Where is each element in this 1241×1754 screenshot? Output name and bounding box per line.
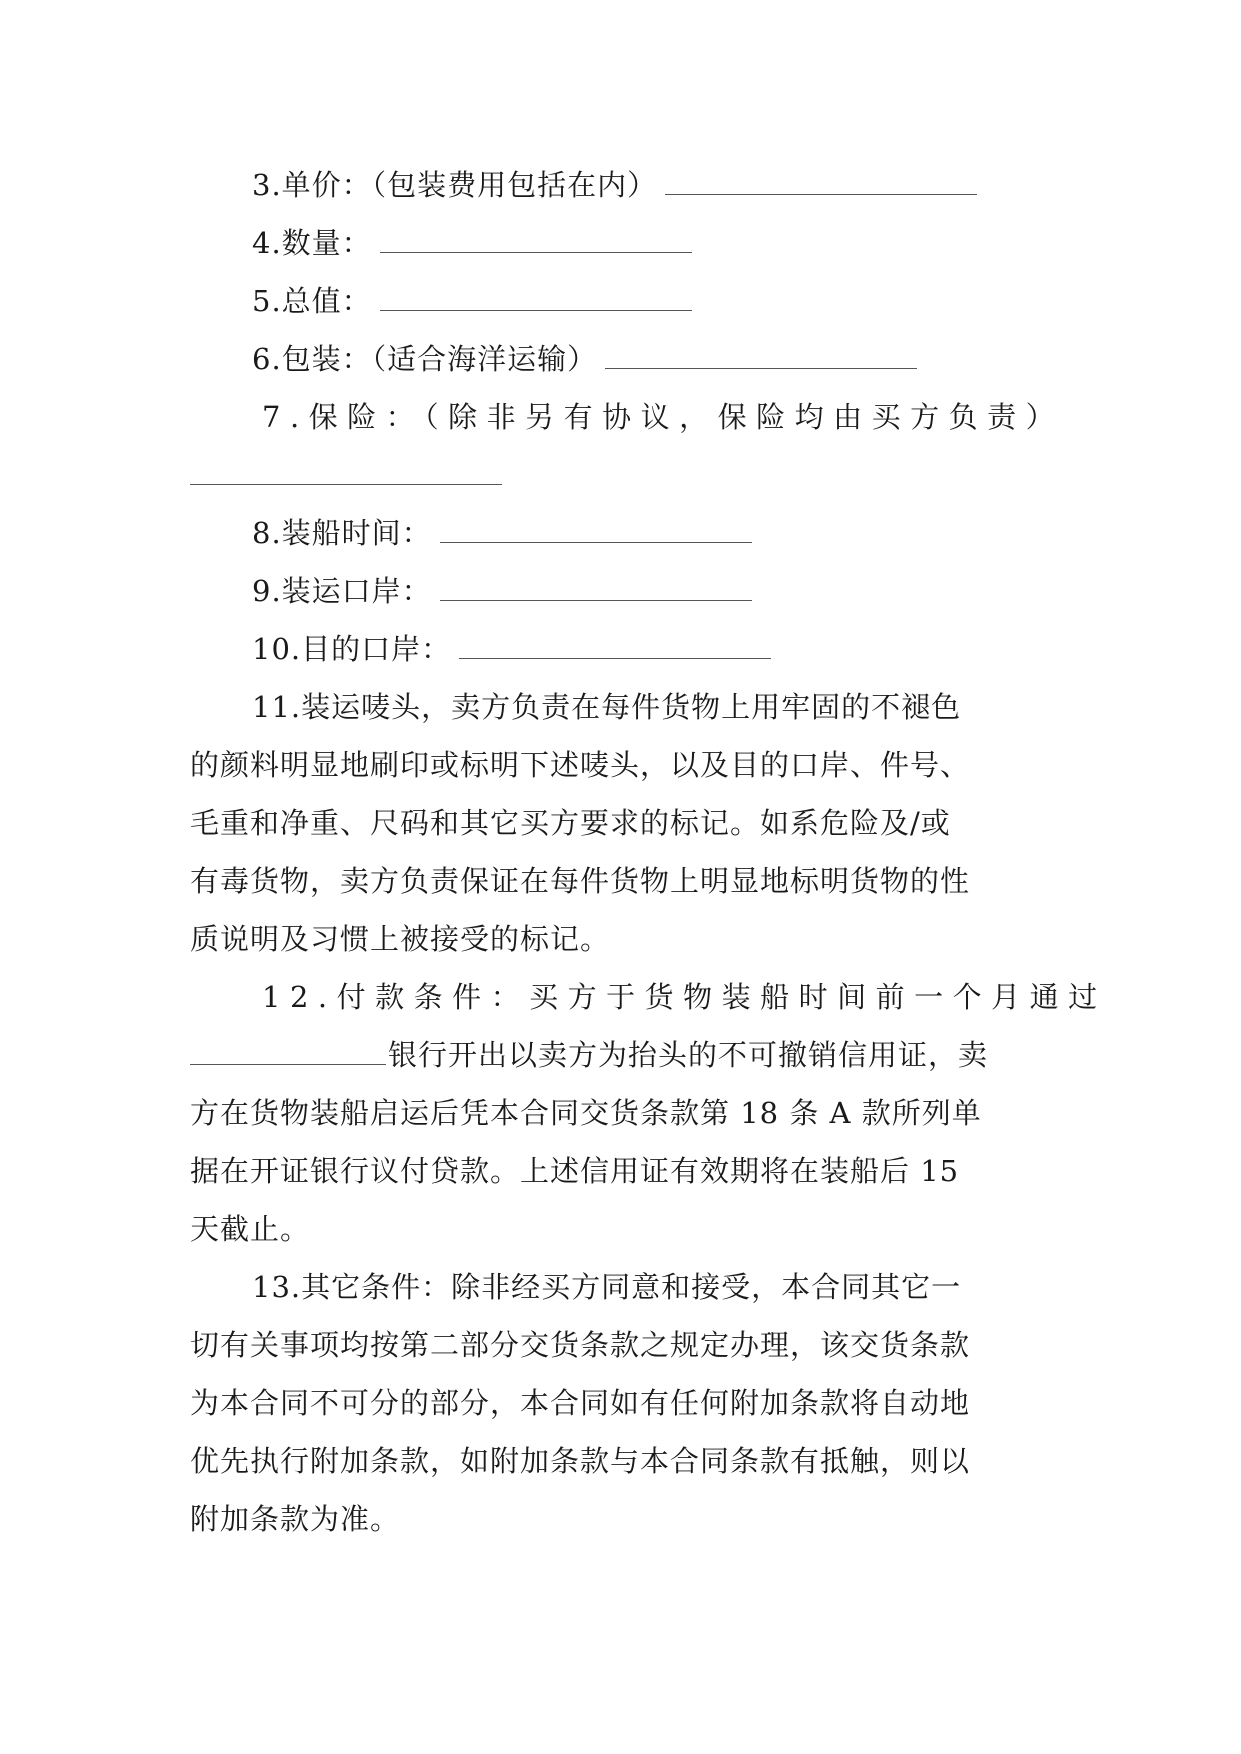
shipment-time-blank [440,516,752,543]
clause-12-line-4: 据在开证银行议付贷款。上述信用证有效期将在装船后 15 [190,1154,960,1188]
packing-blank [605,342,917,369]
total-value-blank [380,284,692,311]
clause-11-line-4: 有毒货物，卖方负责保证在每件货物上明显地标明货物的性 [190,864,971,898]
clause-11-line-2: 的颜料明显地刷印或标明下述唛头，以及目的口岸、件号、 [190,748,971,782]
clause-13-line-1: 13.其它条件：除非经买方同意和接受，本合同其它一 [252,1270,962,1304]
clause-11-line-3: 毛重和净重、尺码和其它买方要求的标记。如系危险及/或 [190,806,951,840]
item-unit-price [252,165,1060,205]
item-packing-label: 6.包装：（适合海洋运输） [252,342,598,376]
clause-12-line-5: 天截止。 [190,1212,311,1246]
bank-blank [190,1038,386,1065]
item-quantity [252,223,1060,263]
quantity-blank [380,226,692,253]
item-packing [252,339,1060,379]
item-port-of-loading [252,571,1060,611]
clause-13-line-4: 优先执行附加条款，如附加条款与本合同条款有抵触，则以 [190,1444,971,1478]
clause-11-line-1: 11.装运唛头，卖方负责在每件货物上用牢固的不褪色 [252,690,962,724]
clause-11-line-5: 质说明及习惯上被接受的标记。 [190,922,611,956]
clause-12-line-2 [190,1035,1060,1075]
item-quantity-label: 4.数量： [252,226,372,260]
item-unit-price-label: 3.单价：（包装费用包括在内） [252,168,658,202]
port-of-loading-blank [440,574,752,601]
unit-price-blank [665,168,977,195]
item-port-of-destination-label: 10.目的口岸： [252,632,452,666]
item-port-of-loading-label: 9.装运口岸： [252,574,432,608]
clause-13-line-3: 为本合同不可分的部分，本合同如有任何附加条款将自动地 [190,1386,971,1420]
port-of-destination-blank [459,632,771,659]
item-shipment-time-label: 8.装船时间： [252,516,432,550]
clause-13-line-5: 附加条款为准。 [190,1502,401,1536]
item-total-value-label: 5.总值： [252,284,372,318]
clause-13-line-2: 切有关事项均按第二部分交货条款之规定办理，该交货条款 [190,1328,971,1362]
insurance-blank [190,458,502,485]
item-shipment-time [252,513,1060,553]
clause-12-line-3: 方在货物装船启运后凭本合同交货条款第 18 条 A 款所列单 [190,1096,982,1130]
item-port-of-destination [252,629,1060,669]
clause-12-line-2-text: 银行开出以卖方为抬头的不可撤销信用证，卖 [388,1038,989,1072]
insurance-blank-line [190,455,1060,495]
item-insurance [262,397,1065,437]
item-insurance-label: 7.保险：（除非另有协议，保险均由买方负责） [262,400,1065,434]
clause-12-line-1: 12.付款条件：买方于货物装船时间前一个月通过 [262,980,1107,1014]
item-total-value [252,281,1060,321]
